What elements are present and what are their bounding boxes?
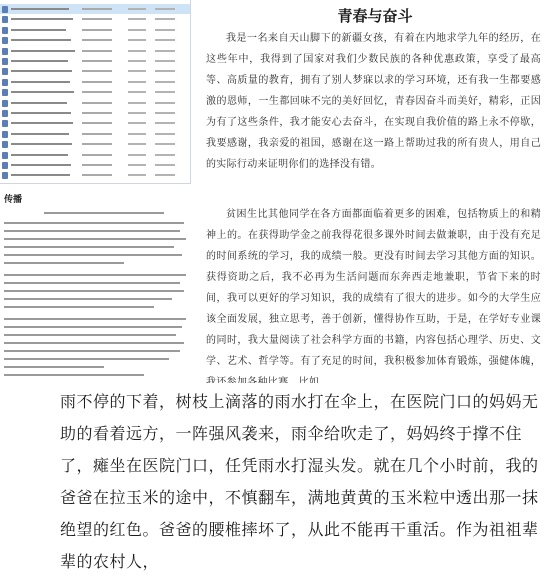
file-row[interactable] — [0, 14, 190, 24]
file-date-placeholder — [82, 133, 112, 135]
file-type-placeholder — [155, 91, 175, 93]
file-name-placeholder — [11, 39, 71, 41]
file-type-placeholder — [155, 39, 175, 41]
file-type-placeholder — [155, 133, 175, 135]
mini-document-title: 传播 — [4, 195, 23, 205]
file-date-placeholder — [82, 164, 112, 166]
mini-document-text-line — [4, 246, 174, 248]
file-date-placeholder — [82, 81, 112, 83]
file-name-placeholder — [11, 143, 72, 145]
document-file-icon — [2, 110, 8, 117]
file-name-placeholder — [11, 174, 70, 176]
file-name-placeholder — [11, 133, 69, 135]
file-name-placeholder — [11, 164, 71, 166]
file-row[interactable] — [0, 170, 190, 180]
file-type-placeholder — [155, 60, 175, 62]
file-row[interactable] — [0, 46, 190, 56]
file-date-placeholder — [82, 91, 112, 93]
mini-document-text-line — [4, 374, 144, 376]
file-type-placeholder — [155, 174, 175, 176]
file-size-placeholder — [128, 164, 146, 166]
file-size-placeholder — [128, 102, 146, 104]
file-date-placeholder — [82, 70, 112, 72]
document-file-icon — [2, 16, 8, 23]
mini-document-text-line — [4, 222, 184, 224]
file-row[interactable] — [0, 150, 190, 160]
mini-document-text-line — [4, 262, 124, 264]
mini-document-text-line — [4, 306, 154, 308]
mini-document-thumbnail — [0, 188, 190, 383]
file-name-placeholder — [11, 154, 68, 156]
file-size-placeholder — [128, 174, 146, 176]
essay-page — [196, 0, 554, 383]
mini-document-text-line — [4, 230, 180, 232]
mini-document-text-line — [4, 358, 169, 360]
file-date-placeholder — [82, 39, 112, 41]
mini-document-text-line — [4, 274, 186, 276]
file-name-placeholder — [11, 70, 72, 72]
file-size-placeholder — [128, 154, 146, 156]
document-file-icon — [2, 141, 8, 148]
mini-document-text-line — [4, 342, 184, 344]
file-type-placeholder — [155, 102, 175, 104]
essay-title: 青春与奋斗 — [337, 7, 413, 25]
file-row[interactable] — [0, 98, 190, 108]
file-size-placeholder — [128, 133, 146, 135]
mini-document-text-line — [4, 350, 180, 352]
file-date-placeholder — [82, 122, 112, 124]
file-row[interactable] — [0, 66, 190, 76]
file-date-placeholder — [82, 50, 112, 52]
document-file-icon — [2, 68, 8, 75]
file-date-placeholder — [82, 8, 112, 10]
file-date-placeholder — [82, 102, 112, 104]
file-type-placeholder — [155, 8, 175, 10]
file-name-placeholder — [11, 112, 71, 114]
essay-paragraph-2: 贫困生比其他同学在各方面都面临着更多的困难，包括物质上的和精神上的。在获得助学金之前我得花很多课外时间去做兼职，由于没有充足的时间系统的学习，我的成绩一般。更没有时间去学习其他方面的知识。获得资助之后，我不必再为生活问题而东奔西走地兼职，节省下来的时间，我可以更好的学习知识，我的成绩有了很大的进步。如今的大学生应该全面发展，独立思考，善于创新，懂得协作互助，于是，在学好专业课的同时，我大量阅读了社会科学方面的书籍，内容包括心理学、历史、文学、艺术、哲学等。有了充足的时间，我积极参加体育锻炼，强健体魄， — [206, 209, 541, 367]
file-type-placeholder — [155, 122, 175, 124]
file-row[interactable] — [0, 160, 190, 170]
file-name-placeholder — [11, 18, 73, 20]
file-type-placeholder — [155, 29, 175, 31]
file-date-placeholder — [82, 112, 112, 114]
file-name-placeholder — [11, 50, 75, 52]
file-date-placeholder — [82, 18, 112, 20]
file-name-placeholder — [11, 102, 67, 104]
mini-document-text-line — [4, 238, 186, 240]
mini-document-text-line — [44, 212, 164, 214]
file-date-placeholder — [82, 29, 112, 31]
handwritten-paragraph: 雨不停的下着，树枝上滴落的雨水打在伞上，在医院门口的妈妈无助的看着远方，一阵强风袭来，雨伞给吹走了，妈妈终于撑不住了，瘫坐在医院门口，任凭雨水打湿头发。就在几个小时前，我的爸爸在拉玉米的途中，不慎翻车，满地黄黄的玉米粒中透出那一抹绝望的红色。爸爸的腰椎摔坏了，从此不能再干重活。作为祖祖辈辈的农村人， — [60, 392, 539, 571]
mini-document-text-line — [4, 298, 172, 300]
document-file-icon — [2, 27, 8, 34]
file-size-placeholder — [128, 29, 146, 31]
file-date-placeholder — [82, 143, 112, 145]
document-file-icon — [2, 79, 8, 86]
file-row[interactable] — [0, 77, 190, 87]
document-file-icon — [2, 37, 8, 44]
document-file-icon — [2, 120, 8, 127]
file-row[interactable] — [0, 108, 190, 118]
file-name-placeholder — [11, 8, 69, 10]
file-name-placeholder — [11, 60, 68, 62]
file-size-placeholder — [128, 112, 146, 114]
file-name-placeholder — [11, 81, 70, 83]
mini-document-text-line — [4, 334, 176, 336]
document-file-icon — [2, 100, 8, 107]
mini-document-text-line — [4, 282, 180, 284]
file-type-placeholder — [155, 143, 175, 145]
document-file-icon — [2, 131, 8, 138]
mini-document-text-line — [4, 318, 186, 320]
file-size-placeholder — [128, 50, 146, 52]
document-file-icon — [2, 89, 8, 96]
file-list-thumbnail — [0, 0, 191, 184]
essay-paragraph-1: 我是一名来自天山脚下的新疆女孩，有着在内地求学九年的经历，在这些年中，我得到了国家对我们少数民族的各种优惠政策，享受了最高等、高质量的教育，拥有了别人梦寐以求的学习环境，还有我一生都要感激的恩师，一生都回味不完的美好回忆，青春因奋斗而美好，精彩，正因为有了这些条件，我才能安心去奋斗，在实现自我价值的路上永不停歇，我要感谢，我亲爱的祖国，感谢在这一路上帮助过我的所有贵人，用自己的实际行动来证明你们的选择没有错。 — [206, 33, 541, 170]
file-name-placeholder — [11, 122, 73, 124]
document-file-icon — [2, 152, 8, 159]
file-date-placeholder — [82, 174, 112, 176]
document-file-icon — [2, 172, 8, 179]
file-row[interactable] — [0, 129, 190, 139]
file-type-placeholder — [155, 112, 175, 114]
file-size-placeholder — [128, 70, 146, 72]
file-size-placeholder — [128, 91, 146, 93]
file-row[interactable] — [0, 25, 190, 35]
file-size-placeholder — [128, 8, 146, 10]
file-date-placeholder — [82, 60, 112, 62]
file-size-placeholder — [128, 18, 146, 20]
file-date-placeholder — [82, 154, 112, 156]
handwritten-page — [0, 383, 554, 571]
file-size-placeholder — [128, 39, 146, 41]
file-type-placeholder — [155, 154, 175, 156]
file-type-placeholder — [155, 50, 175, 52]
document-file-icon — [2, 6, 8, 13]
document-file-icon — [2, 162, 8, 169]
file-row[interactable] — [0, 139, 190, 149]
file-row[interactable] — [0, 87, 190, 97]
mini-document-text-line — [4, 254, 182, 256]
file-row[interactable] — [0, 35, 190, 45]
file-name-placeholder — [11, 29, 66, 31]
file-size-placeholder — [128, 81, 146, 83]
file-type-placeholder — [155, 81, 175, 83]
mini-document-text-line — [4, 326, 182, 328]
document-file-icon — [2, 58, 8, 65]
file-row[interactable] — [0, 4, 190, 14]
file-size-placeholder — [128, 60, 146, 62]
file-row[interactable] — [0, 118, 190, 128]
file-size-placeholder — [128, 143, 146, 145]
document-file-icon — [2, 48, 8, 55]
file-type-placeholder — [155, 164, 175, 166]
mini-document-text-line — [4, 366, 104, 368]
file-size-placeholder — [128, 122, 146, 124]
file-type-placeholder — [155, 70, 175, 72]
file-type-placeholder — [155, 18, 175, 20]
file-row[interactable] — [0, 56, 190, 66]
mini-document-text-line — [4, 290, 184, 292]
file-name-placeholder — [11, 91, 74, 93]
